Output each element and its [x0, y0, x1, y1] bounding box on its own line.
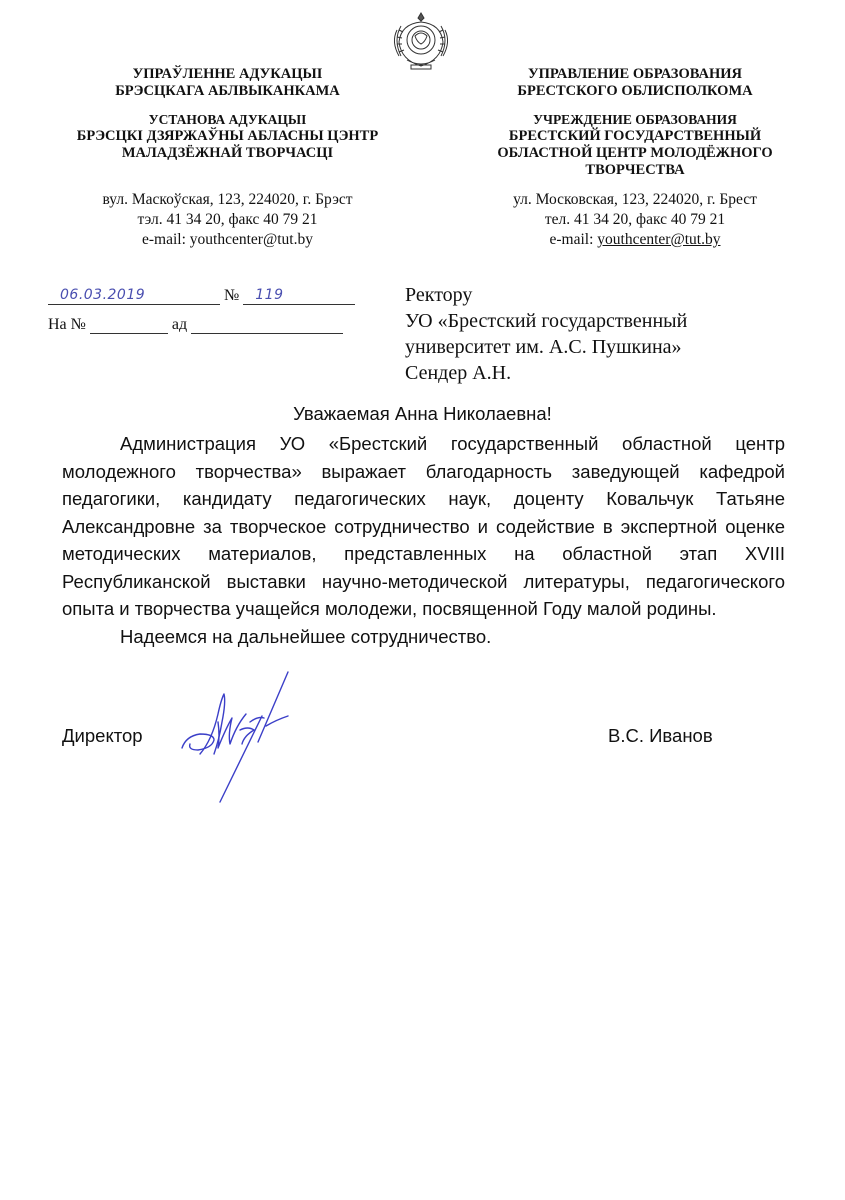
signer-title: Директор	[62, 725, 143, 746]
reply-number-field	[90, 317, 168, 334]
reply-date-field	[191, 317, 343, 334]
email-label: e-mail:	[549, 231, 598, 248]
number-field	[243, 286, 355, 305]
institution-name-line: БРЭСЦКІ ДЗЯРЖАЎНЫ АБЛАСНЫ ЦЭНТР	[76, 128, 379, 144]
salutation: Уважаемая Анна Николаевна!	[293, 403, 552, 424]
letter-body	[62, 430, 785, 650]
address: вул. Маскоўская, 123, 224020, г. Брэст	[102, 191, 353, 208]
outgoing-registration	[48, 286, 355, 305]
letterhead-belarusian	[40, 66, 415, 250]
phone-fax: тел. 41 34 20, факс 40 79 21	[544, 211, 726, 228]
handwritten-signature	[170, 670, 320, 810]
signer-name: В.С. Иванов	[608, 725, 713, 746]
handwritten-number: 119	[255, 287, 284, 303]
phone-fax: тэл. 41 34 20, факс 40 79 21	[137, 211, 318, 228]
addressee-line: университет им. А.С. Пушкина»	[405, 336, 682, 358]
addressee-line: Ректору	[405, 284, 473, 306]
reply-reference	[48, 316, 343, 334]
org-name-line: БРЭСЦКАГА АБЛВЫКАНКАМА	[115, 83, 340, 99]
reply-label: На №	[48, 316, 86, 333]
letterhead-russian	[455, 66, 815, 250]
institution-name-line: МАЛАДЗЁЖНАЙ ТВОРЧАСЦІ	[121, 145, 334, 161]
email-link[interactable]: youthcenter@tut.by	[597, 231, 721, 248]
handwritten-date: 06.03.2019	[60, 287, 146, 303]
email: e-mail: youthcenter@tut.by	[142, 231, 313, 248]
org-name-line: УПРАВЛЕНИЕ ОБРАЗОВАНИЯ	[527, 66, 742, 82]
institution-name-line: БРЕСТСКИЙ ГОСУДАРСТВЕННЫЙ	[508, 128, 762, 144]
addressee-block	[405, 282, 687, 386]
state-emblem-icon	[385, 10, 457, 72]
address: ул. Московская, 123, 224020, г. Брест	[513, 191, 757, 208]
org-name-line: БРЕСТСКОГО ОБЛИСПОЛКОМА	[517, 83, 753, 99]
institution-type: УСТАНОВА АДУКАЦЫІ	[148, 112, 307, 127]
body-paragraph: Администрация УО «Брестский государственный областной центр молодежного творчества» выражает благодарность заведующей кафедрой педагогики, кандидату педагогических наук, доценту Ковальчук Татьяне Александровне за творческое сотрудничество и содействие в экспертной оценке методических материалов, представленных на областной этап XVIII Республиканской выставки научно-методической литературы, педагогического опыта и творчества учащейся молодежи, посвященной Году малой родины.	[62, 433, 785, 619]
body-paragraph: Надеемся на дальнейшее сотрудничество.	[120, 625, 492, 647]
institution-name-line: ОБЛАСТНОЙ ЦЕНТР МОЛОДЁЖНОГО	[497, 145, 773, 161]
reply-from-label: ад	[171, 316, 188, 333]
number-label: №	[224, 287, 240, 304]
org-name-line: УПРАЎЛЕННЕ АДУКАЦЫІ	[132, 66, 323, 82]
email	[455, 230, 815, 250]
date-field	[48, 286, 220, 305]
addressee-line: Сендер А.Н.	[405, 362, 512, 384]
institution-name-line: ТВОРЧЕСТВА	[585, 162, 685, 178]
addressee-line: УО «Брестский государственный	[405, 310, 688, 332]
institution-type: УЧРЕЖДЕНИЕ ОБРАЗОВАНИЯ	[533, 112, 737, 127]
